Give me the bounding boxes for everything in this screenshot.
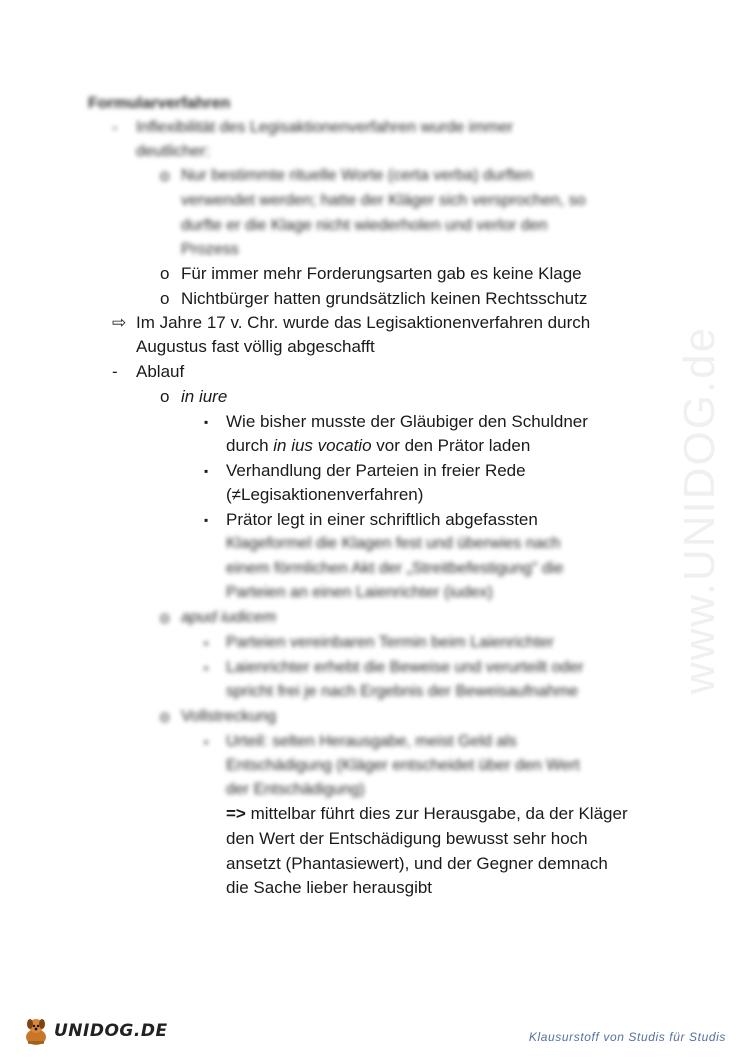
square-marker: ▪ <box>204 513 209 527</box>
text-line: Parteien an einen Laienrichter (iudex) <box>226 584 493 601</box>
text-line: Für immer mehr Forderungsarten gab es keine Klage <box>181 264 582 283</box>
circle-marker: o <box>160 166 170 185</box>
text-line: (≠Legisaktionenverfahren) <box>226 485 424 504</box>
logo-text: UNIDOG.DE <box>54 1021 168 1041</box>
text-line: Nur bestimmte rituelle Worte (certa verba) durften <box>181 167 533 184</box>
circle-marker: o <box>160 707 170 726</box>
watermark <box>620 290 750 730</box>
text-line: den Wert der Entschädigung bewusst sehr hoch <box>226 829 588 848</box>
circle-marker: o <box>160 387 170 406</box>
text-line: Laienrichter erhebt die Beweise und verurteilt oder <box>226 659 584 676</box>
footer-logo[interactable] <box>22 1016 168 1046</box>
square-marker: ▪ <box>204 464 209 478</box>
dash-marker: - <box>112 118 118 137</box>
text-line: Parteien vereinbaren Termin beim Laienrichter <box>226 634 554 651</box>
text-segment: durch <box>226 436 274 455</box>
section-title: Formularverfahren <box>88 95 231 112</box>
watermark-text: www.UNIDOG.de <box>675 325 725 695</box>
text-line: Prozess <box>181 241 239 258</box>
text-line: Im Jahre 17 v. Chr. wurde das Legisaktionenverfahren durch <box>136 313 591 332</box>
text-line: Verhandlung der Parteien in freier Rede <box>226 461 526 480</box>
text-line: Entschädigung (Kläger entscheidet über den Wert <box>226 757 580 774</box>
text-segment: in ius vocatio <box>273 436 372 455</box>
text-line: in iure <box>181 387 228 406</box>
text-line: Augustus fast völlig abgeschafft <box>136 337 375 356</box>
circle-marker: o <box>160 289 170 308</box>
text-line: der Entschädigung) <box>226 781 365 798</box>
text-line: deutlicher: <box>136 143 210 160</box>
footer-tagline: Klausurstoff von Studis für Studis <box>528 1030 726 1044</box>
text-line: durfte er die Klage nicht wiederholen und verlor den <box>181 217 548 234</box>
text-line: ansetzt (Phantasiewert), und der Gegner demnach <box>226 854 608 873</box>
text-line: die Sache lieber herausgibt <box>226 878 433 897</box>
dash-marker: - <box>112 362 118 381</box>
text-segment: mittelbar führt dies zur Herausgabe, da der Kläger <box>245 804 628 823</box>
square-marker: ▪ <box>204 735 209 749</box>
arrow-marker: ⇨ <box>112 313 127 332</box>
text-line: Ablauf <box>136 362 185 381</box>
square-marker: ▪ <box>204 661 209 675</box>
text-line: verwendet werden; hatte der Kläger sich versprochen, so <box>181 192 586 209</box>
text-line: Inflexibilität des Legisaktionenverfahren wurde immer <box>136 119 514 136</box>
text-line: apud iudicem <box>181 609 277 626</box>
text-line: Klageformel die Klagen fest und überwies nach <box>226 535 561 552</box>
square-marker: ▪ <box>204 415 209 429</box>
circle-marker: o <box>160 264 170 283</box>
text-line <box>226 434 530 458</box>
circle-marker: o <box>160 608 170 627</box>
text-line: Vollstreckung <box>181 708 277 725</box>
square-marker: ▪ <box>204 636 209 650</box>
text-line <box>226 802 628 826</box>
text-line: Prätor legt in einer schriftlich abgefassten <box>226 510 538 529</box>
text-line: einem förmlichen Akt der „Streitbefestigung" die <box>226 560 564 577</box>
text-line: Wie bisher musste der Gläubiger den Schuldner <box>226 412 588 431</box>
text-line: Urteil: selten Herausgabe, meist Geld als <box>226 733 517 750</box>
dog-mascot-icon <box>22 1016 50 1046</box>
implication-arrow: => <box>226 804 246 823</box>
text-line: spricht frei je nach Ergebnis der Beweisaufnahme <box>226 683 579 700</box>
text-segment: vor den Prätor laden <box>371 436 531 455</box>
text-line: Nichtbürger hatten grundsätzlich keinen Rechtsschutz <box>181 289 588 308</box>
